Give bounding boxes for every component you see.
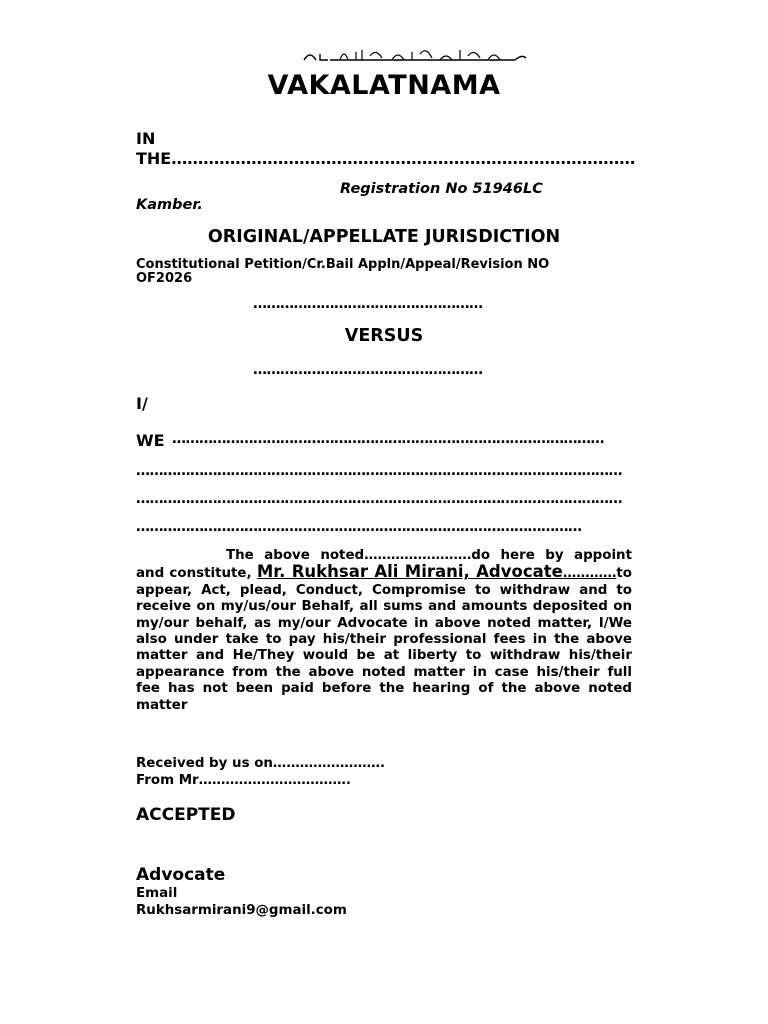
blank-line: ……………………………………………………………………………………………… [136,491,622,507]
blank-line: ……………………………………………………………………………………………… [136,463,622,479]
registration-number: Registration No 51946LC [340,181,543,197]
city-name: Kamber. [136,197,203,213]
court-in-label: IN [136,129,156,148]
body-text-part2: to appear, Act, plead, Conduct, Compromise to withdraw and to receive on my/us/our Behalf, all sums and amounts deposited on my/our behalf, as my/our Advocate in above noted matter, I/We also under take to pay his/their professional fees in the above matter and He/They would be at liberty to withdraw his/their appearance from the above noted matter in case his/their full fee has not been paid before the hearing of the above noted matter [136,566,632,713]
we-blank: …………………………………………………………………………………… [172,431,604,447]
party1-blank: …………………………………………… [253,296,483,312]
bismillah-calligraphy [300,44,530,66]
received-line: Received by us on……………………. [136,756,386,771]
advocate-name: Mr. Rukhsar Ali Mirani, Advocate [256,562,563,582]
from-line: From Mr……………………………. [136,773,352,788]
accepted-label: ACCEPTED [136,805,236,825]
i-label: I/ [136,394,148,413]
authorization-paragraph [136,548,632,714]
advocate-label: Advocate [136,865,226,885]
we-label: WE [136,431,165,450]
email-address: Rukhsarmirani9@gmail.com [136,903,347,918]
party2-blank: …………………………………………… [253,362,483,378]
email-label: Email [136,886,178,901]
versus-heading: VERSUS [344,326,424,346]
document-title: VAKALATNAMA [267,70,501,101]
court-the-blank: THE…………………………………………………………………………… [136,149,636,168]
advocate-dots: ………… [562,566,617,582]
blank-line: ……………………………………………………………………………………… [136,519,582,535]
petition-type-line: Constitutional Petition/Cr.Bail Appln/Appeal/Revision NO OF2026 [136,257,550,286]
body-text-part1: The above noted……………………do here by appoint and constitute, [136,548,632,582]
jurisdiction-heading: ORIGINAL/APPELLATE JURISDICTION [207,227,561,247]
